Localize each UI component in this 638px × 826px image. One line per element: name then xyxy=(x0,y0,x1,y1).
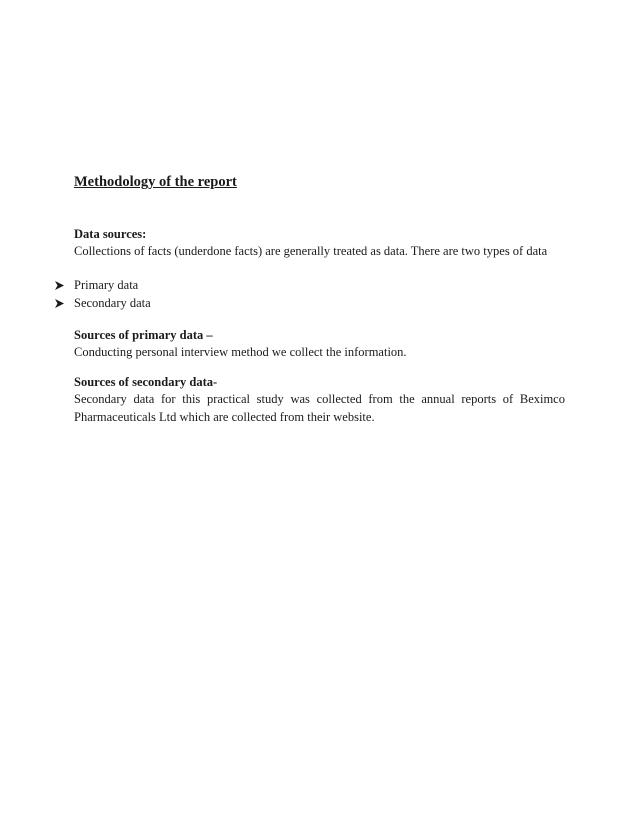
arrow-bullet-icon xyxy=(54,280,74,291)
secondary-sources-text: Secondary data for this practical study was collected from the annual reports of Beximco Pharmaceuticals Ltd which are collected from their website. xyxy=(74,392,565,424)
arrow-bullet-icon xyxy=(54,298,74,309)
primary-sources-label: Sources of primary data – xyxy=(74,328,213,342)
list-item xyxy=(54,294,151,312)
list-item-label: Primary data xyxy=(74,277,139,292)
data-types-list xyxy=(54,276,151,312)
page-title: Methodology of the report xyxy=(74,174,237,190)
list-item xyxy=(54,276,151,294)
primary-sources-section xyxy=(74,328,554,361)
primary-sources-text: Conducting personal interview method we collect the information. xyxy=(74,345,407,359)
secondary-sources-section xyxy=(74,375,565,426)
secondary-sources-label: Sources of secondary data- xyxy=(74,375,218,389)
list-item-label: Secondary data xyxy=(74,295,151,310)
data-sources-label: Data sources: xyxy=(74,227,147,241)
data-sources-text: Collections of facts (underdone facts) are generally treated as data. There are two types of data xyxy=(74,244,548,258)
data-sources-section xyxy=(74,227,554,260)
